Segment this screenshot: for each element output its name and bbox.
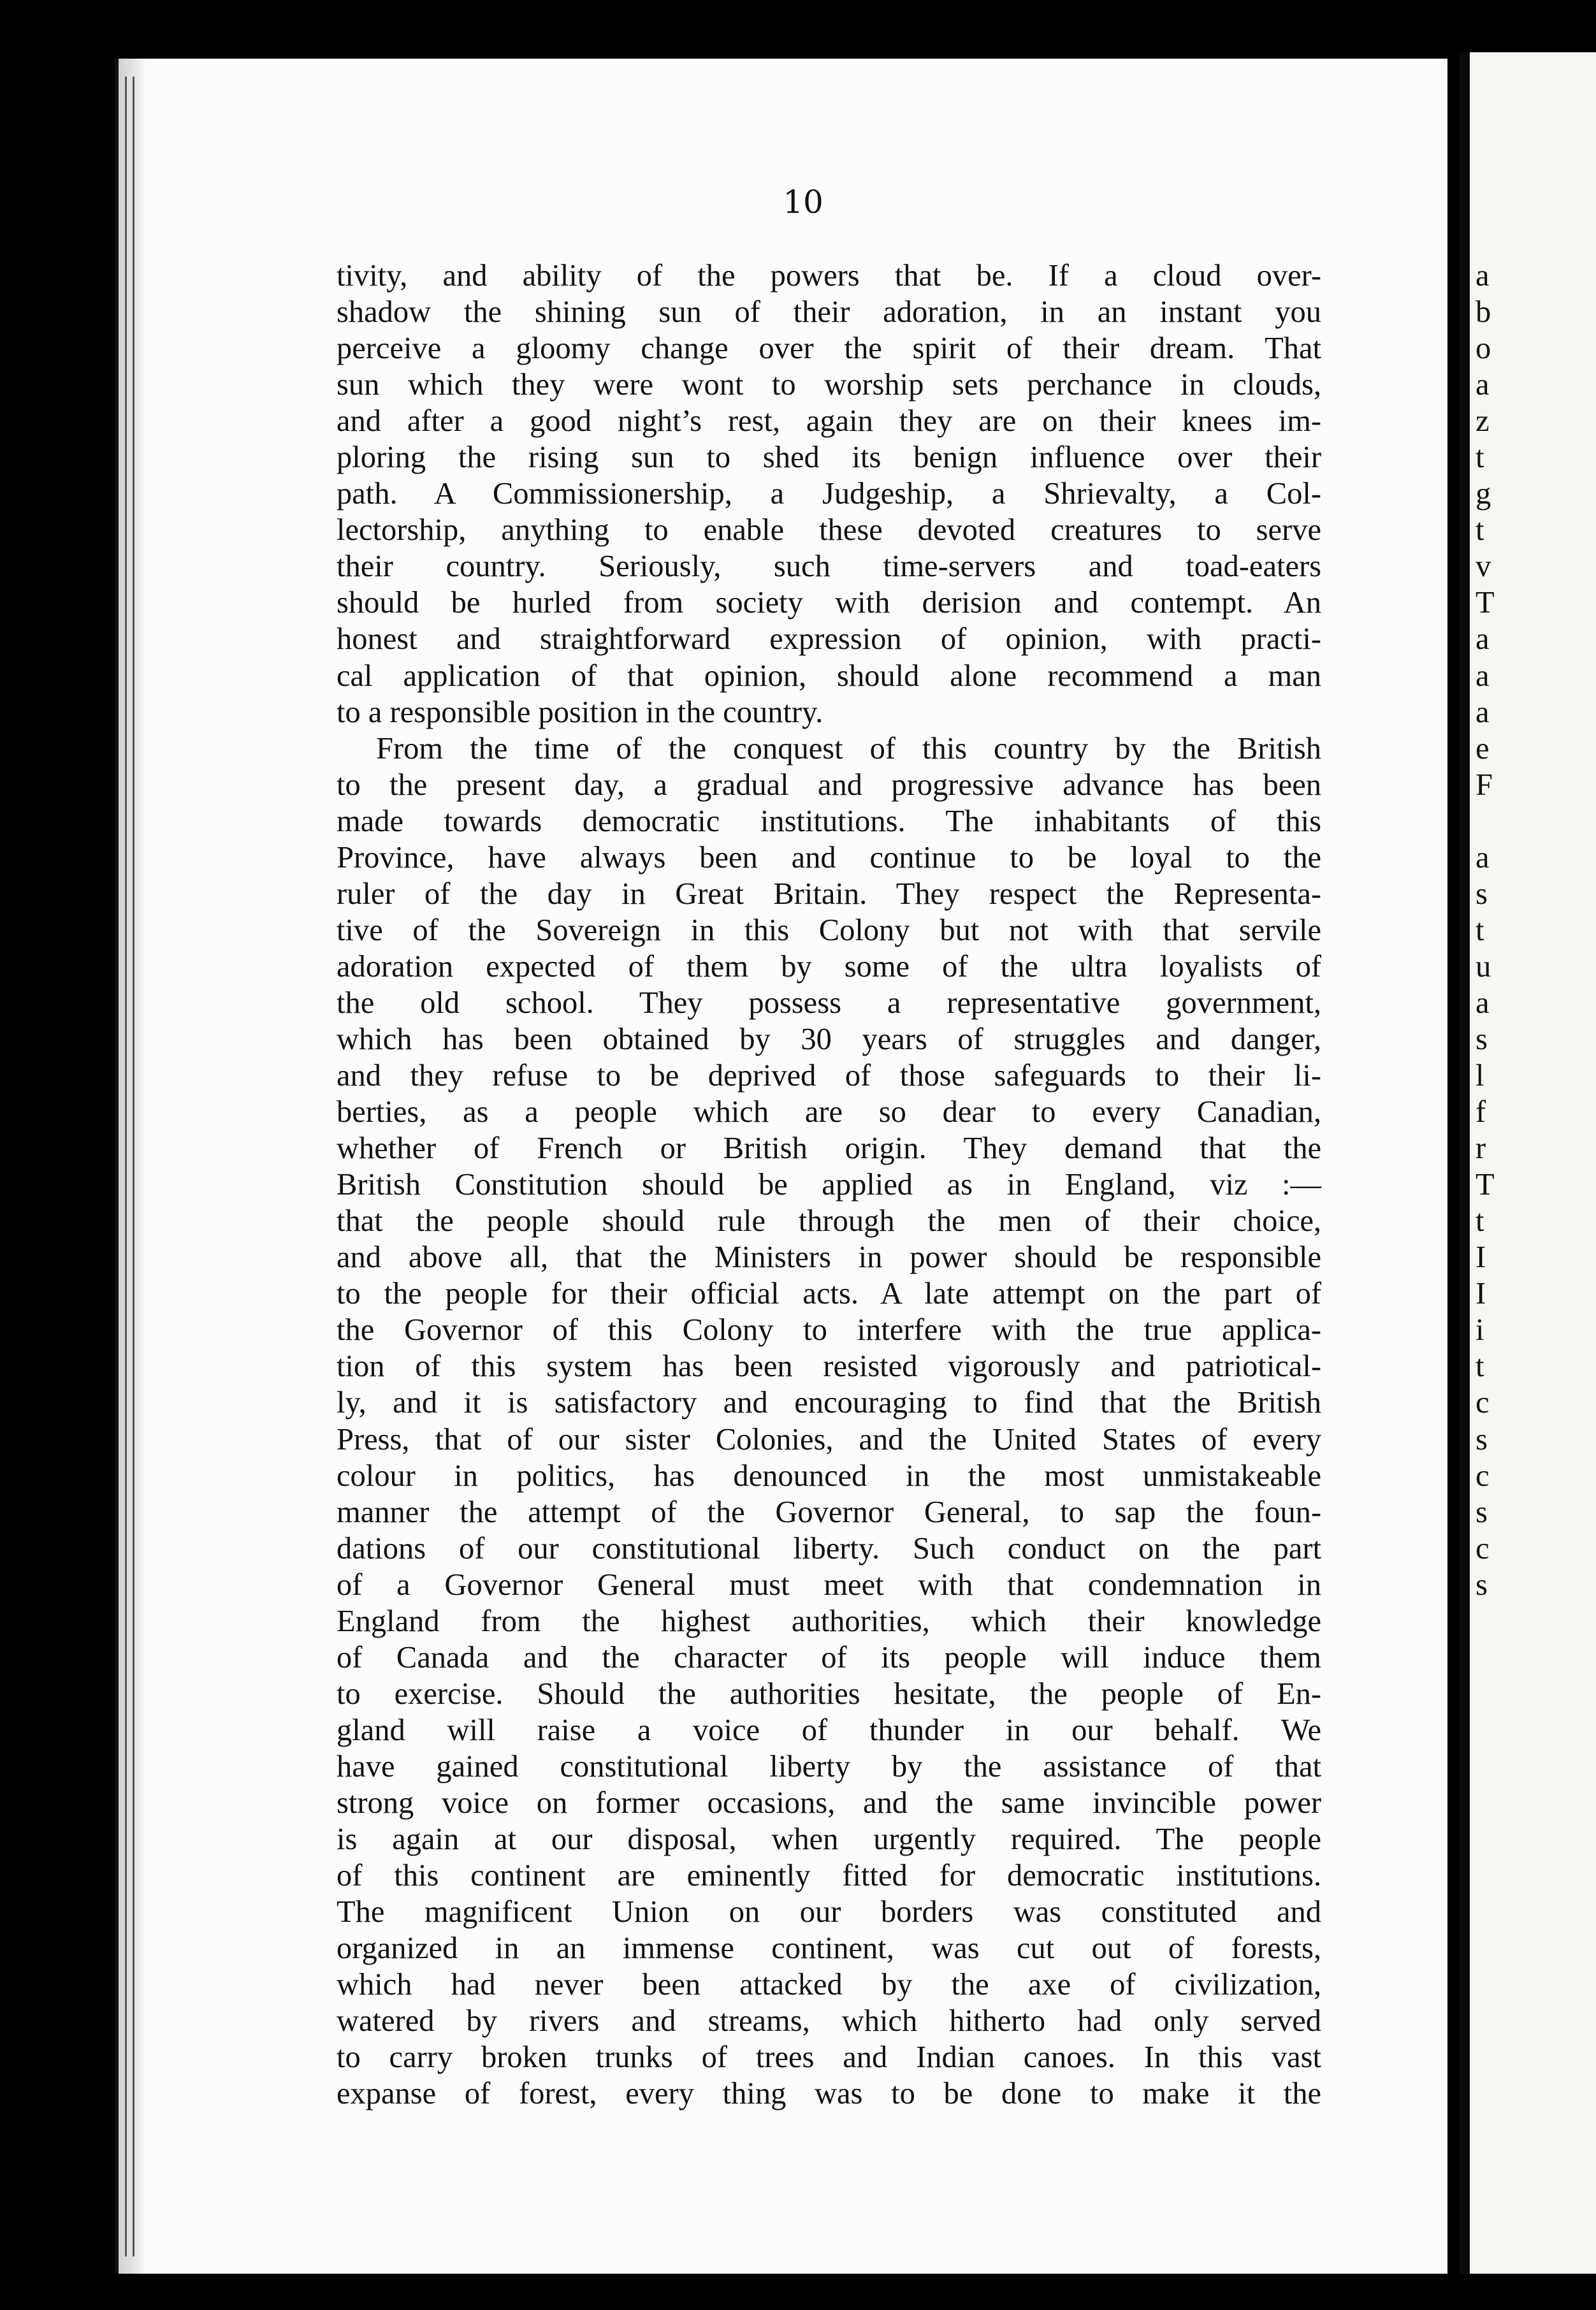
facing-page-letter: s (1476, 1495, 1488, 1529)
facing-page-letter: r (1476, 1131, 1486, 1166)
text-line: made towards democratic institutions. The inhabitants of this (337, 804, 1321, 838)
page-gutter (119, 59, 144, 2274)
text-line: shadow the shining sun of their adoration, in an instant you (337, 295, 1321, 330)
facing-page-letter: t (1476, 913, 1484, 947)
facing-page-letter: I (1476, 1277, 1486, 1311)
text-line: adoration expected of them by some of the ultra loyalists of (337, 949, 1321, 984)
text-line: to a responsible position in the country. (337, 695, 823, 729)
facing-page-letter: a (1476, 622, 1490, 657)
facing-page-letter: f (1476, 1095, 1486, 1130)
text-line: ly, and it is satisfactory and encouraging to find that the British (337, 1386, 1321, 1420)
facing-page-letter: t (1476, 1204, 1484, 1239)
facing-page-letter: t (1476, 440, 1484, 475)
text-line: and after a good night’s rest, again they are on their knees im- (337, 404, 1321, 439)
text-line: to carry broken trunks of trees and Indian canoes. In this vast (337, 2040, 1321, 2075)
facing-page-letters (1476, 258, 1514, 1603)
text-line: The magnificent Union on our borders was constituted and (337, 1895, 1321, 1929)
facing-page-letter: a (1476, 985, 1490, 1020)
text-line: of a Governor General must meet with that condemnation in (337, 1567, 1321, 1602)
body-text (337, 258, 1321, 2112)
facing-page-letter: s (1476, 876, 1488, 911)
facing-page-letter: a (1476, 840, 1490, 875)
text-line: which had never been attacked by the axe of civilization, (337, 1968, 1321, 2002)
text-line: ruler of the day in Great Britain. They respect the Representa- (337, 876, 1321, 911)
text-line: to the people for their official acts. A late attempt on the part of (337, 1277, 1321, 1311)
text-line: whether of French or British origin. They demand that the (337, 1131, 1321, 1166)
text-line: and above all, that the Ministers in power should be responsible (337, 1240, 1321, 1275)
facing-page-letter: c (1476, 1531, 1490, 1565)
text-line: organized in an immense continent, was cut out of forests, (337, 1931, 1321, 1966)
text-line: the old school. They possess a representative government, (337, 985, 1321, 1020)
text-line: honest and straightforward expression of opinion, with practi- (337, 622, 1321, 657)
text-line: manner the attempt of the Governor General, to sap the foun- (337, 1495, 1321, 1529)
text-line: tivity, and ability of the powers that be. If a cloud over- (337, 259, 1321, 293)
gutter-shadow-line (133, 76, 134, 2256)
text-line: colour in politics, has denounced in the most unmistakeable (337, 1458, 1321, 1493)
text-line: sun which they were wont to worship sets perchance in clouds, (337, 368, 1321, 402)
facing-page-letter: z (1476, 404, 1490, 439)
text-line: lectorship, anything to enable these devoted creatures to serve (337, 513, 1321, 548)
facing-page-letter: o (1476, 331, 1491, 366)
text-line: Province, have always been and continue to be loyal to the (337, 840, 1321, 875)
facing-page-letter: s (1476, 1422, 1488, 1456)
text-line: British Constitution should be applied as in England, viz :— (337, 1168, 1321, 1202)
facing-page-letter: u (1476, 949, 1491, 984)
text-line: is again at our disposal, when urgently required. The people (337, 1822, 1321, 1857)
text-line: path. A Commissionership, a Judgeship, a Shrievalty, a Col- (337, 477, 1321, 511)
text-line: and they refuse to be deprived of those safeguards to their li- (337, 1059, 1321, 1093)
facing-page-letter: l (1476, 1059, 1484, 1093)
page-number: 10 (783, 184, 823, 221)
text-line: should be hurled from society with derision and contempt. An (337, 586, 1321, 620)
facing-page-letter: c (1476, 1386, 1490, 1420)
facing-page-letter: g (1476, 477, 1491, 511)
gutter-shadow-line (125, 76, 127, 2256)
facing-page-letter: a (1476, 368, 1490, 402)
facing-page-letter: a (1476, 695, 1490, 729)
text-line: their country. Seriously, such time-servers and toad-eaters (337, 549, 1321, 584)
text-line: of this continent are eminently fitted for democratic institutions. (337, 1859, 1321, 1893)
facing-page-letter: e (1476, 731, 1490, 766)
text-line: Press, that of our sister Colonies, and the United States of every (337, 1422, 1321, 1456)
facing-page-letter: a (1476, 658, 1490, 693)
text-line: of Canada and the character of its people will induce them (337, 1640, 1321, 1674)
facing-page-letter: T (1476, 586, 1495, 620)
text-line: England from the highest authorities, which their knowledge (337, 1604, 1321, 1638)
text-line: dations of our constitutional liberty. Such conduct on the part (337, 1531, 1321, 1565)
facing-page-letter: a (1476, 259, 1490, 293)
facing-page-letter: i (1476, 1313, 1484, 1348)
text-line: perceive a gloomy change over the spirit of their dream. That (337, 331, 1321, 366)
facing-page-letter: T (1476, 1168, 1495, 1202)
facing-page-letter: c (1476, 1458, 1490, 1493)
text-line: strong voice on former occasions, and the same invincible power (337, 1785, 1321, 1820)
text-line: watered by rivers and streams, which hitherto had only served (337, 2004, 1321, 2038)
text-line: the Governor of this Colony to interfere with the true applica- (337, 1313, 1321, 1348)
facing-page-letter: t (1476, 513, 1484, 548)
text-line: tive of the Sovereign in this Colony but not with that servile (337, 913, 1321, 947)
text-line: cal application of that opinion, should alone recommend a man (337, 658, 1321, 693)
text-line: have gained constitutional liberty by the assistance of that (337, 1749, 1321, 1783)
facing-page-letter: I (1476, 1240, 1486, 1275)
text-line: to exercise. Should the authorities hesitate, the people of En- (337, 1676, 1321, 1711)
text-line: ploring the rising sun to shed its benign influence over their (337, 440, 1321, 475)
facing-page-letter: s (1476, 1022, 1488, 1056)
text-line: gland will raise a voice of thunder in our behalf. We (337, 1713, 1321, 1747)
text-line: berties, as a people which are so dear to every Canadian, (337, 1095, 1321, 1130)
facing-page-letter: F (1476, 767, 1493, 802)
facing-page-letter (1476, 803, 1514, 839)
facing-page-letter: b (1476, 295, 1491, 330)
text-line: to the present day, a gradual and progressive advance has been (337, 767, 1321, 802)
text-line: that the people should rule through the men of their choice, (337, 1204, 1321, 1239)
text-line: which has been obtained by 30 years of struggles and danger, (337, 1022, 1321, 1056)
facing-page-letter: v (1476, 549, 1491, 584)
text-line: From the time of the conquest of this country by the British (376, 731, 1321, 766)
facing-page-letter: t (1476, 1349, 1484, 1384)
text-line: tion of this system has been resisted vigorously and patriotical- (337, 1349, 1321, 1384)
text-line: expanse of forest, every thing was to be done to make it the (337, 2077, 1321, 2111)
facing-page-letter: s (1476, 1567, 1488, 1602)
